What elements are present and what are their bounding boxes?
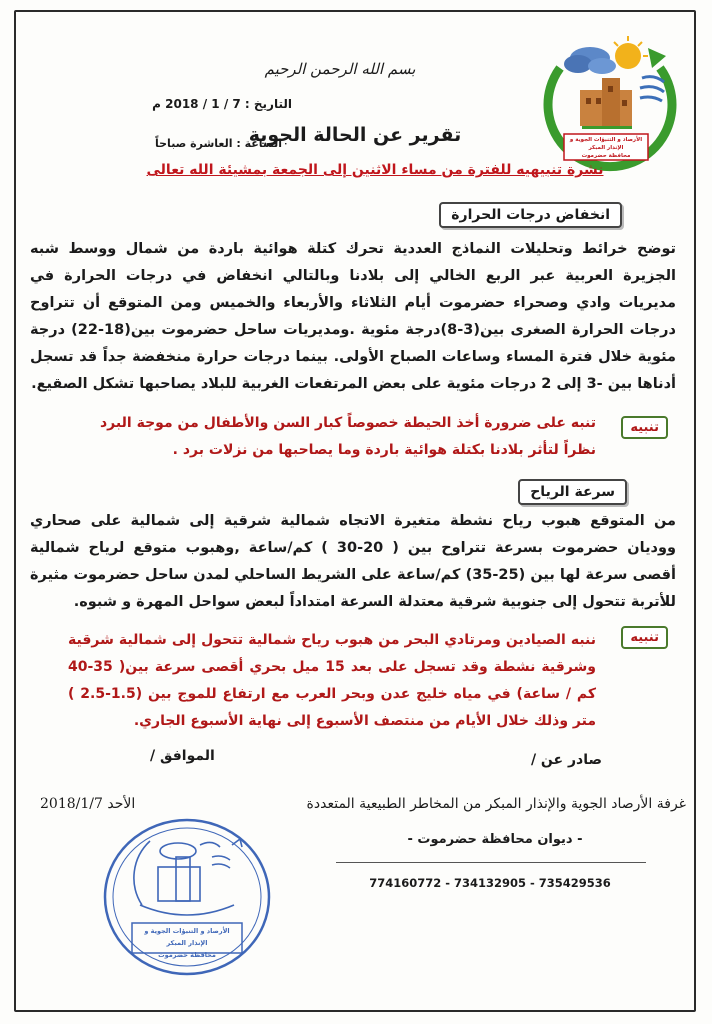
logo-caption-line1: الأرصاد و التنبؤات الجوية و الإنذار المبكر <box>569 137 643 151</box>
logo-caption-line2: محافظة حضرموت <box>581 153 631 159</box>
bulletin-headline: نشرة تنبيهيه للفترة من مساء الاثنين إلى الجمعة بمشيئة الله تعالى <box>146 162 604 178</box>
wind-section-heading: سرعة الرياح <box>518 479 627 505</box>
approved-label: الموافق / <box>150 748 215 764</box>
temperature-warning-label: تنبيه <box>621 416 668 439</box>
wind-section-body: من المتوقع هبوب رياح نشطة متغيرة الاتجاه شمالية شرقية إلى شمالية على صحاري ووديان حضرموت بسرعة تتراوح بين ( 20-30 ) كم/ساعة ,وهبوب متوقع لرياح شمالية أقصى سرعة لها بين (25-35) كم/ساعة على الشريط الساحلي لمدن ساحل حضرموت مثيرة للأتربة تتحول إلى جنوبية شرقية معتدلة السرعة امتداداً لبعض سواحل المهرة و شبوه. <box>30 513 676 610</box>
report-date: التاريخ : 7 / 1 / 2018 م <box>152 97 292 111</box>
weather-office-logo <box>530 28 682 178</box>
temperature-warning-text: تنبه على ضرورة أخذ الحيطة خصوصاً كبار السن والأطفال من موجة البرد نظراً لتأثر بلادنا بكتلة هوائية باردة وما يصاحبها من نزلات برد . <box>100 415 596 458</box>
footer-room-name: غرفة الأرصاد الجوية والإنذار المبكر من المخاطر الطبيعية المتعددة <box>306 796 686 812</box>
wind-warning-text: ننبه الصيادين ومرتادي البحر من هبوب رياح شمالية تتحول إلى شمالية شرقية وشرقية نشطة وقد تسجل على بعد 15 ميل بحري أقصى سرعة بين( 35-40 كم / ساعة) في مياه خليج عدن وبحر العرب مع ارتفاع للموج بين (1.5-2.5 ) متر وذلك خلال الأيام من منتصف الأسبوع إلى نهاية الأسبوع الجاري. <box>68 632 596 729</box>
basmala: بسم الله الرحمن الرحيم <box>264 60 416 78</box>
report-time: الساعة : العاشرة صباحاً <box>155 137 282 150</box>
logo-caption <box>566 136 646 160</box>
page-title: تقرير عن الحالة الجوية <box>248 124 462 146</box>
official-stamp <box>100 815 275 980</box>
footer-date: الأحد 2018/1/7 <box>40 796 136 812</box>
issued-by-label: صادر عن / <box>530 752 602 768</box>
footer-phones: 774160772 - 734132905 - 735429536 <box>369 876 611 890</box>
footer-divider <box>336 862 646 863</box>
stamp-caption-line1: الأرصاد و التنبؤات الجوية و الإنذار المبكر <box>144 927 230 947</box>
footer-office: - ديوان محافظة حضرموت - <box>407 832 583 847</box>
wind-warning-label: تنبيه <box>621 626 668 649</box>
stamp-caption <box>134 925 240 961</box>
temperature-section-body: توضح خرائط وتحليلات النماذج العددية تحرك كتلة هوائية باردة من شمال ووسط شبه الجزيرة العربية عبر الربع الخالي إلى بلادنا وبالتالي انخفاض في درجات الحرارة في مديريات وادي وصحراء حضرموت أيام الثلاثاء والأربعاء والخميس ومن المتوقع أن تتراوح درجات الحرارة الصغرى بين(3-8)درجة مئوية .ومديريات ساحل حضرموت بين(18-22) درجة مئوية خلال فترة المساء وساعات الصباح الأولى. بينما درجات حرارة منخفضة جداً قد تسجل أدناها بين -3 إلى 2 درجات مئوية على بعض المرتفعات الغربية للبلاد يصاحبها تشكل الصقيع. <box>30 241 676 392</box>
stamp-caption-line2: محافظة حضرموت <box>158 951 216 959</box>
temperature-section-heading: انخفاض درجات الحرارة <box>439 202 622 228</box>
